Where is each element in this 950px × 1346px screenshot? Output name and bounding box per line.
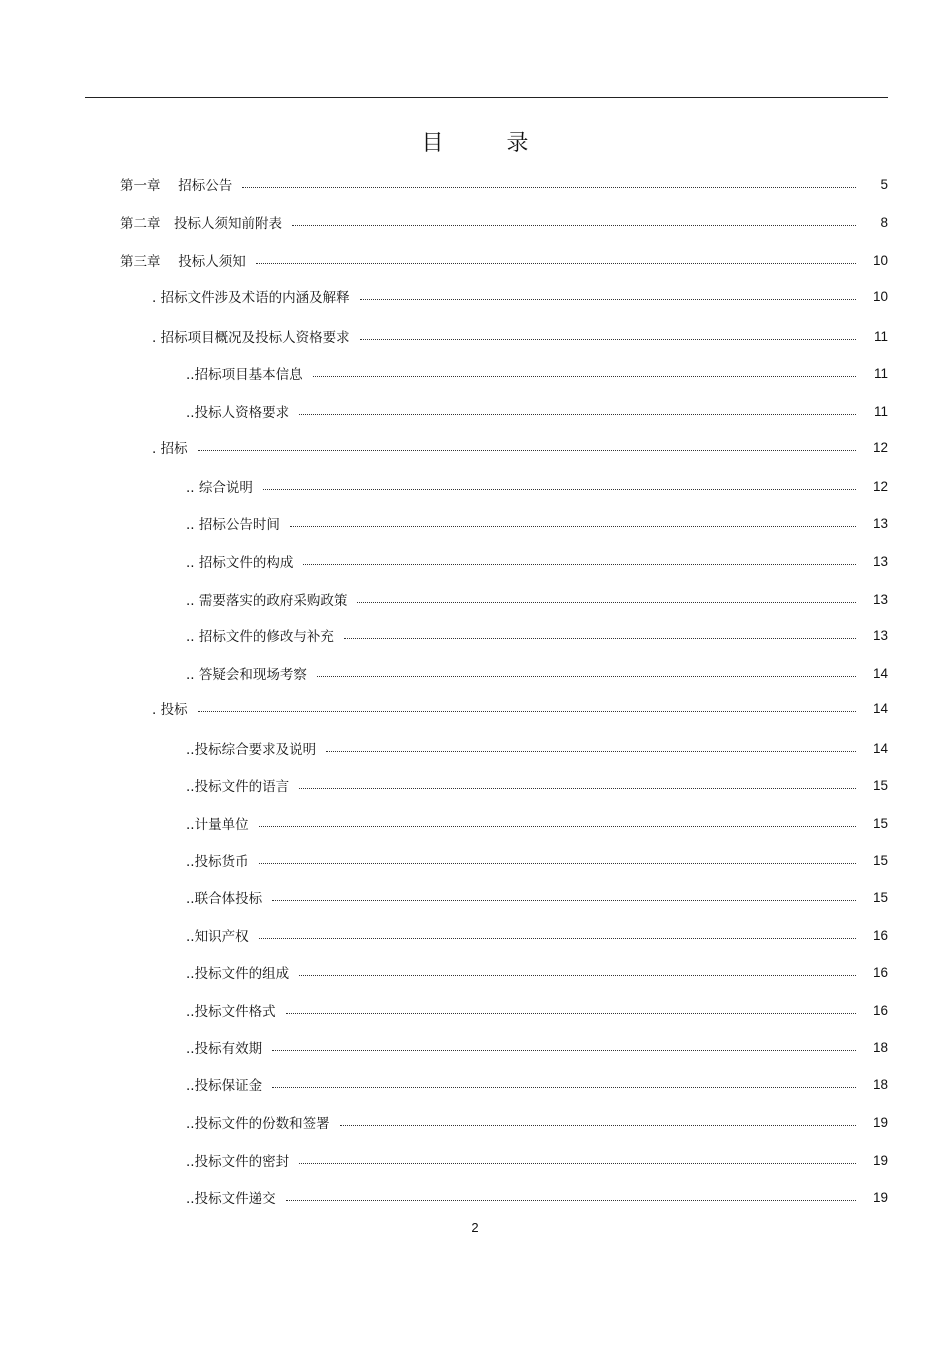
page-title: 目 录 <box>421 131 557 156</box>
toc-entry[interactable] <box>186 551 888 571</box>
toc-entry[interactable] <box>152 437 888 457</box>
toc-entry[interactable] <box>186 887 888 907</box>
toc-entry-label: .. 招标公告时间 <box>186 517 280 533</box>
toc-entry-label: ..联合体投标 <box>186 891 263 907</box>
toc-entry-page: 14 <box>872 740 888 756</box>
toc-leader-dots <box>360 338 856 340</box>
toc-entry[interactable] <box>152 326 888 346</box>
toc-leader-dots <box>198 710 856 712</box>
toc-leader-dots <box>198 449 856 451</box>
toc-leader-dots <box>299 974 856 976</box>
toc-entry-page: 11 <box>873 403 888 419</box>
toc-leader-dots <box>272 1086 856 1088</box>
toc-entry-page: 12 <box>872 478 888 494</box>
toc-leader-dots <box>259 862 856 864</box>
toc-leader-dots <box>360 298 856 300</box>
toc-entry[interactable] <box>186 1074 888 1094</box>
toc-entry-page: 18 <box>872 1076 888 1092</box>
toc-entry-label: . 招标项目概况及投标人资格要求 <box>152 330 350 346</box>
toc-leader-dots <box>292 224 856 226</box>
toc-leader-dots <box>259 825 856 827</box>
toc-entry[interactable] <box>120 212 888 232</box>
toc-entry-label: 第一章 招标公告 <box>120 178 233 194</box>
toc-entry-page: 15 <box>872 815 888 831</box>
toc-entry-label: .. 需要落实的政府采购政策 <box>186 593 348 609</box>
toc-entry-page: 16 <box>872 1002 888 1018</box>
toc-entry[interactable] <box>186 663 888 683</box>
toc-entry-label: .. 综合说明 <box>186 480 253 496</box>
toc-entry[interactable] <box>186 775 888 795</box>
toc-entry-label: ..知识产权 <box>186 929 249 945</box>
toc-leader-dots <box>326 750 856 752</box>
toc-entry[interactable] <box>186 625 888 645</box>
toc-entry-label: . 招标 <box>152 441 188 457</box>
toc-entry-label: ..投标人资格要求 <box>186 405 290 421</box>
toc-entry[interactable] <box>186 850 888 870</box>
toc-entry-label: ..招标项目基本信息 <box>186 367 303 383</box>
header-rule <box>85 97 888 98</box>
toc-leader-dots <box>259 937 856 939</box>
toc-entry-page: 14 <box>872 665 888 681</box>
toc-leader-dots <box>272 1049 856 1051</box>
toc-entry[interactable] <box>186 1000 888 1020</box>
toc-entry-page: 13 <box>872 515 888 531</box>
toc-entry-label: ..计量单位 <box>186 817 249 833</box>
toc-entry[interactable] <box>186 476 888 496</box>
toc-entry-label: ..投标文件递交 <box>186 1191 276 1207</box>
toc-leader-dots <box>286 1012 856 1014</box>
toc-entry[interactable] <box>186 738 888 758</box>
toc-leader-dots <box>303 563 856 565</box>
toc-entry[interactable] <box>152 286 888 306</box>
toc-entry-page: 19 <box>872 1114 888 1130</box>
toc-entry-label: ..投标有效期 <box>186 1041 263 1057</box>
toc-entry-label: ..投标文件的密封 <box>186 1154 290 1170</box>
toc-entry-page: 13 <box>872 627 888 643</box>
toc-leader-dots <box>272 899 856 901</box>
toc-entry-label: ..投标文件的语言 <box>186 779 290 795</box>
toc-entry-label: . 招标文件涉及术语的内涵及解释 <box>152 290 350 306</box>
toc-entry[interactable] <box>186 813 888 833</box>
toc-entry[interactable] <box>186 589 888 609</box>
toc-entry-label: .. 招标文件的修改与补充 <box>186 629 334 645</box>
toc-entry-label: ..投标保证金 <box>186 1078 263 1094</box>
toc-entry-label: .. 招标文件的构成 <box>186 555 294 571</box>
toc-entry[interactable] <box>186 513 888 533</box>
toc-entry[interactable] <box>186 925 888 945</box>
toc-entry[interactable] <box>186 962 888 982</box>
toc-entry-label: ..投标文件的份数和签署 <box>186 1116 330 1132</box>
toc-entry-page: 11 <box>873 365 888 381</box>
toc-entry[interactable] <box>186 363 888 383</box>
toc-leader-dots <box>263 488 856 490</box>
toc-entry-page: 12 <box>872 439 888 455</box>
toc-entry-label: ..投标文件的组成 <box>186 966 290 982</box>
toc-leader-dots <box>299 787 856 789</box>
toc-entry[interactable] <box>186 1112 888 1132</box>
toc-leader-dots <box>344 637 856 639</box>
toc-entry-label: . 投标 <box>152 702 188 718</box>
toc-entry-page: 8 <box>880 214 888 230</box>
toc-entry-page: 15 <box>872 889 888 905</box>
toc-leader-dots <box>299 1162 856 1164</box>
toc-entry-page: 13 <box>872 553 888 569</box>
toc-leader-dots <box>340 1124 856 1126</box>
toc-entry-label: ..投标货币 <box>186 854 249 870</box>
toc-entry-page: 14 <box>872 700 888 716</box>
toc-entry-label: 第二章 投标人须知前附表 <box>120 216 282 232</box>
toc-entry[interactable] <box>186 401 888 421</box>
toc-entry[interactable] <box>120 174 888 194</box>
toc-entry-page: 16 <box>872 927 888 943</box>
toc-entry-label: ..投标文件格式 <box>186 1004 276 1020</box>
toc-entry[interactable] <box>152 698 888 718</box>
toc-leader-dots <box>313 375 856 377</box>
toc-entry-page: 10 <box>872 288 888 304</box>
footer-page-number: 2 <box>471 1220 479 1235</box>
toc-entry[interactable] <box>186 1037 888 1057</box>
toc-entry-page: 16 <box>872 964 888 980</box>
toc-entry[interactable] <box>120 250 888 270</box>
toc-entry-page: 11 <box>873 328 888 344</box>
toc-leader-dots <box>256 262 856 264</box>
toc-entry-label: .. 答疑会和现场考察 <box>186 667 307 683</box>
toc-entry-page: 19 <box>872 1152 888 1168</box>
toc-leader-dots <box>290 525 856 527</box>
toc-entry-page: 15 <box>872 777 888 793</box>
toc-entry-page: 18 <box>872 1039 888 1055</box>
toc-entry-label: ..投标综合要求及说明 <box>186 742 317 758</box>
toc-entry[interactable] <box>186 1150 888 1170</box>
toc-entry-page: 13 <box>872 591 888 607</box>
toc-leader-dots <box>357 601 856 603</box>
toc-leader-dots <box>317 675 856 677</box>
toc-entry[interactable] <box>186 1187 888 1207</box>
toc-entry-page: 10 <box>872 252 888 268</box>
toc-entry-page: 15 <box>872 852 888 868</box>
toc-leader-dots <box>242 186 856 188</box>
toc-entry-page: 19 <box>872 1189 888 1205</box>
toc-leader-dots <box>299 413 856 415</box>
toc-entry-page: 5 <box>880 176 888 192</box>
toc-leader-dots <box>286 1199 856 1201</box>
toc-entry-label: 第三章 投标人须知 <box>120 254 246 270</box>
